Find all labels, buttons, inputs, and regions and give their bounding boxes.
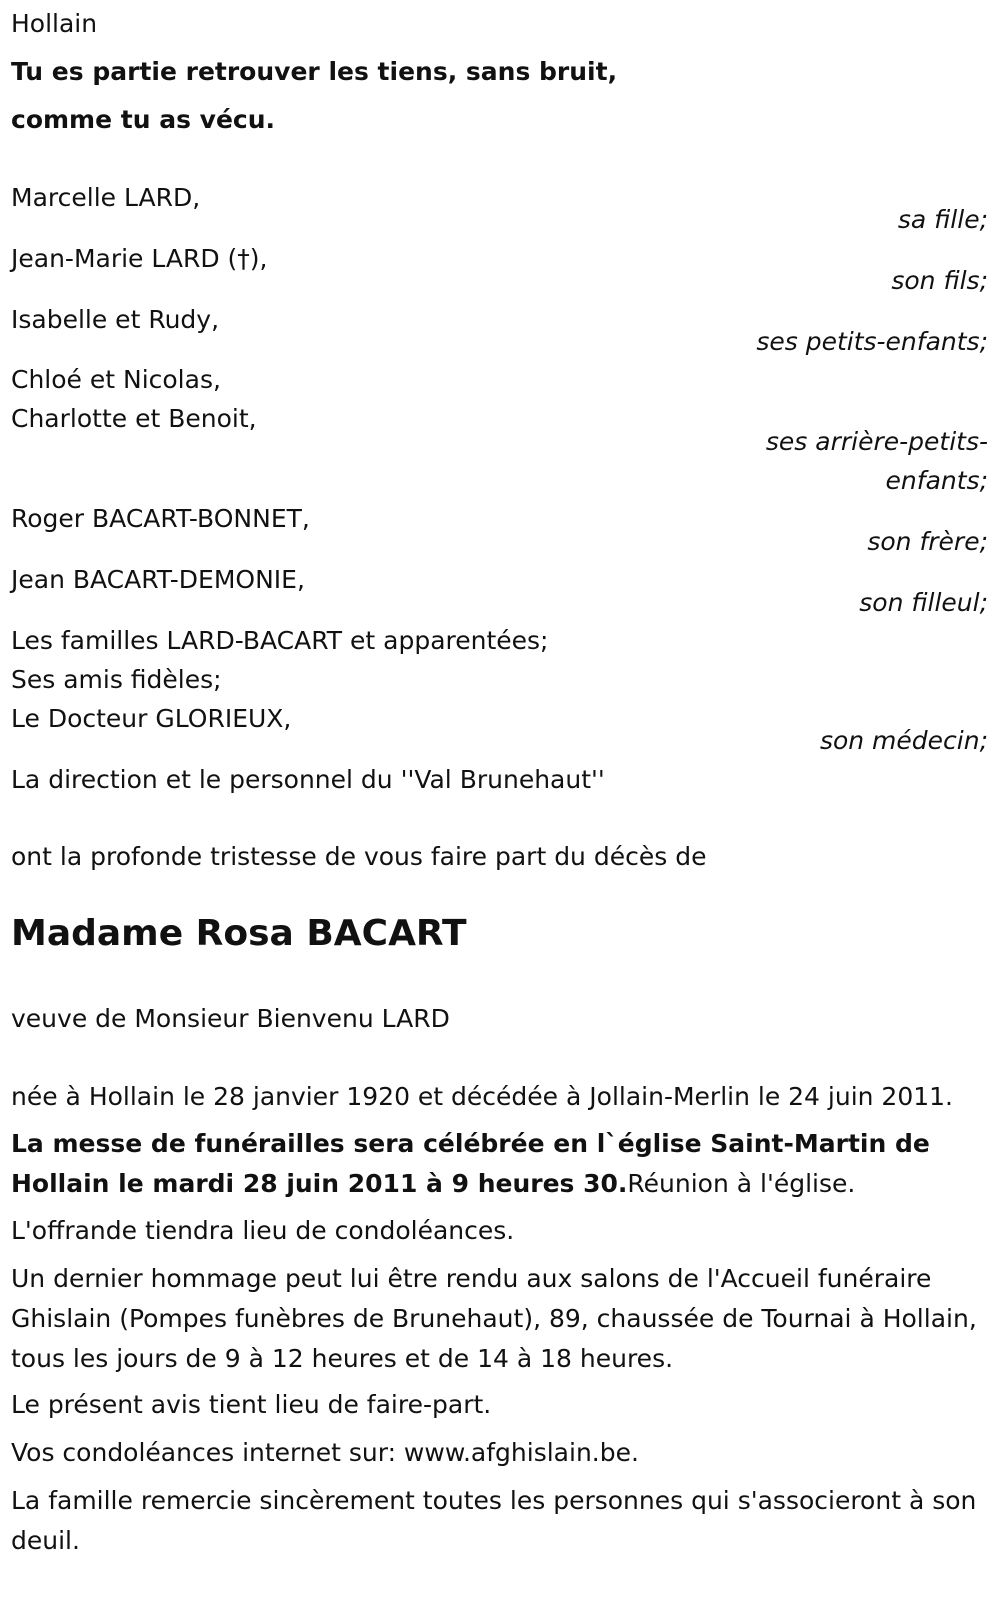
notice: Le présent avis tient lieu de faire-part. bbox=[11, 1390, 492, 1419]
family-grandchildren: Isabelle et Rudy, bbox=[11, 305, 220, 334]
relation-jean: son filleul; bbox=[859, 588, 988, 617]
widow-of: veuve de Monsieur Bienvenu LARD bbox=[11, 1004, 450, 1033]
deceased-name: Madame Rosa BACART bbox=[11, 913, 467, 954]
family-great-grandchildren-1: Chloé et Nicolas, bbox=[11, 365, 221, 394]
epitaph-line-2: comme tu as vécu. bbox=[11, 105, 276, 134]
family-great-grandchildren-2: Charlotte et Benoit, bbox=[11, 404, 257, 433]
funeral-mass-details: La messe de funérailles sera célébrée en l`église Saint-Martin de Hollain le mardi 28 juin 2011 à 9 heures 30. bbox=[11, 1129, 930, 1198]
family-jean: Jean BACART-DEMONIE, bbox=[11, 565, 305, 594]
epitaph-line-1: Tu es partie retrouver les tiens, sans bruit, bbox=[11, 57, 618, 86]
thanks: La famille remercie sincèrement toutes les personnes qui s'associeront à son deuil. bbox=[11, 1486, 977, 1555]
family-jean-marie: Jean-Marie LARD (†), bbox=[11, 244, 268, 273]
relation-doctor: son médecin; bbox=[819, 726, 988, 755]
relation-grandchildren: ses petits-enfants; bbox=[756, 327, 988, 356]
tribute: Un dernier hommage peut lui être rendu aux salons de l'Accueil funéraire Ghislain (Pompes funèbres de Brunehaut), 89, chaussée de Tournai à Hollain, tous les jours de 9 à 12 heures et de 14 à 18 heures. bbox=[11, 1264, 977, 1373]
announcement: ont la profonde tristesse de vous faire part du décès de bbox=[11, 842, 707, 871]
family-roger: Roger BACART-BONNET, bbox=[11, 504, 310, 533]
offering: L'offrande tiendra lieu de condoléances. bbox=[11, 1216, 515, 1245]
family-staff: La direction et le personnel du ''Val Brunehaut'' bbox=[11, 765, 605, 794]
funeral-mass bbox=[11, 1124, 988, 1204]
location: Hollain bbox=[11, 9, 98, 38]
family-marcelle: Marcelle LARD, bbox=[11, 183, 201, 212]
relation-roger: son frère; bbox=[867, 527, 988, 556]
family-friends: Ses amis fidèles; bbox=[11, 665, 222, 694]
condolences: Vos condoléances internet sur: www.afghislain.be. bbox=[11, 1438, 639, 1467]
funeral-meeting: Réunion à l'église. bbox=[627, 1169, 856, 1198]
relation-marcelle: sa fille; bbox=[897, 205, 988, 234]
relation-great-grandchildren-1: ses arrière-petits- bbox=[765, 427, 988, 456]
family-doctor: Le Docteur GLORIEUX, bbox=[11, 704, 292, 733]
birth-death: née à Hollain le 28 janvier 1920 et décédée à Jollain-Merlin le 24 juin 2011. bbox=[11, 1082, 954, 1111]
relation-great-grandchildren-2: enfants; bbox=[885, 466, 988, 495]
family-families: Les familles LARD-BACART et apparentées; bbox=[11, 626, 549, 655]
relation-jean-marie: son fils; bbox=[891, 266, 988, 295]
